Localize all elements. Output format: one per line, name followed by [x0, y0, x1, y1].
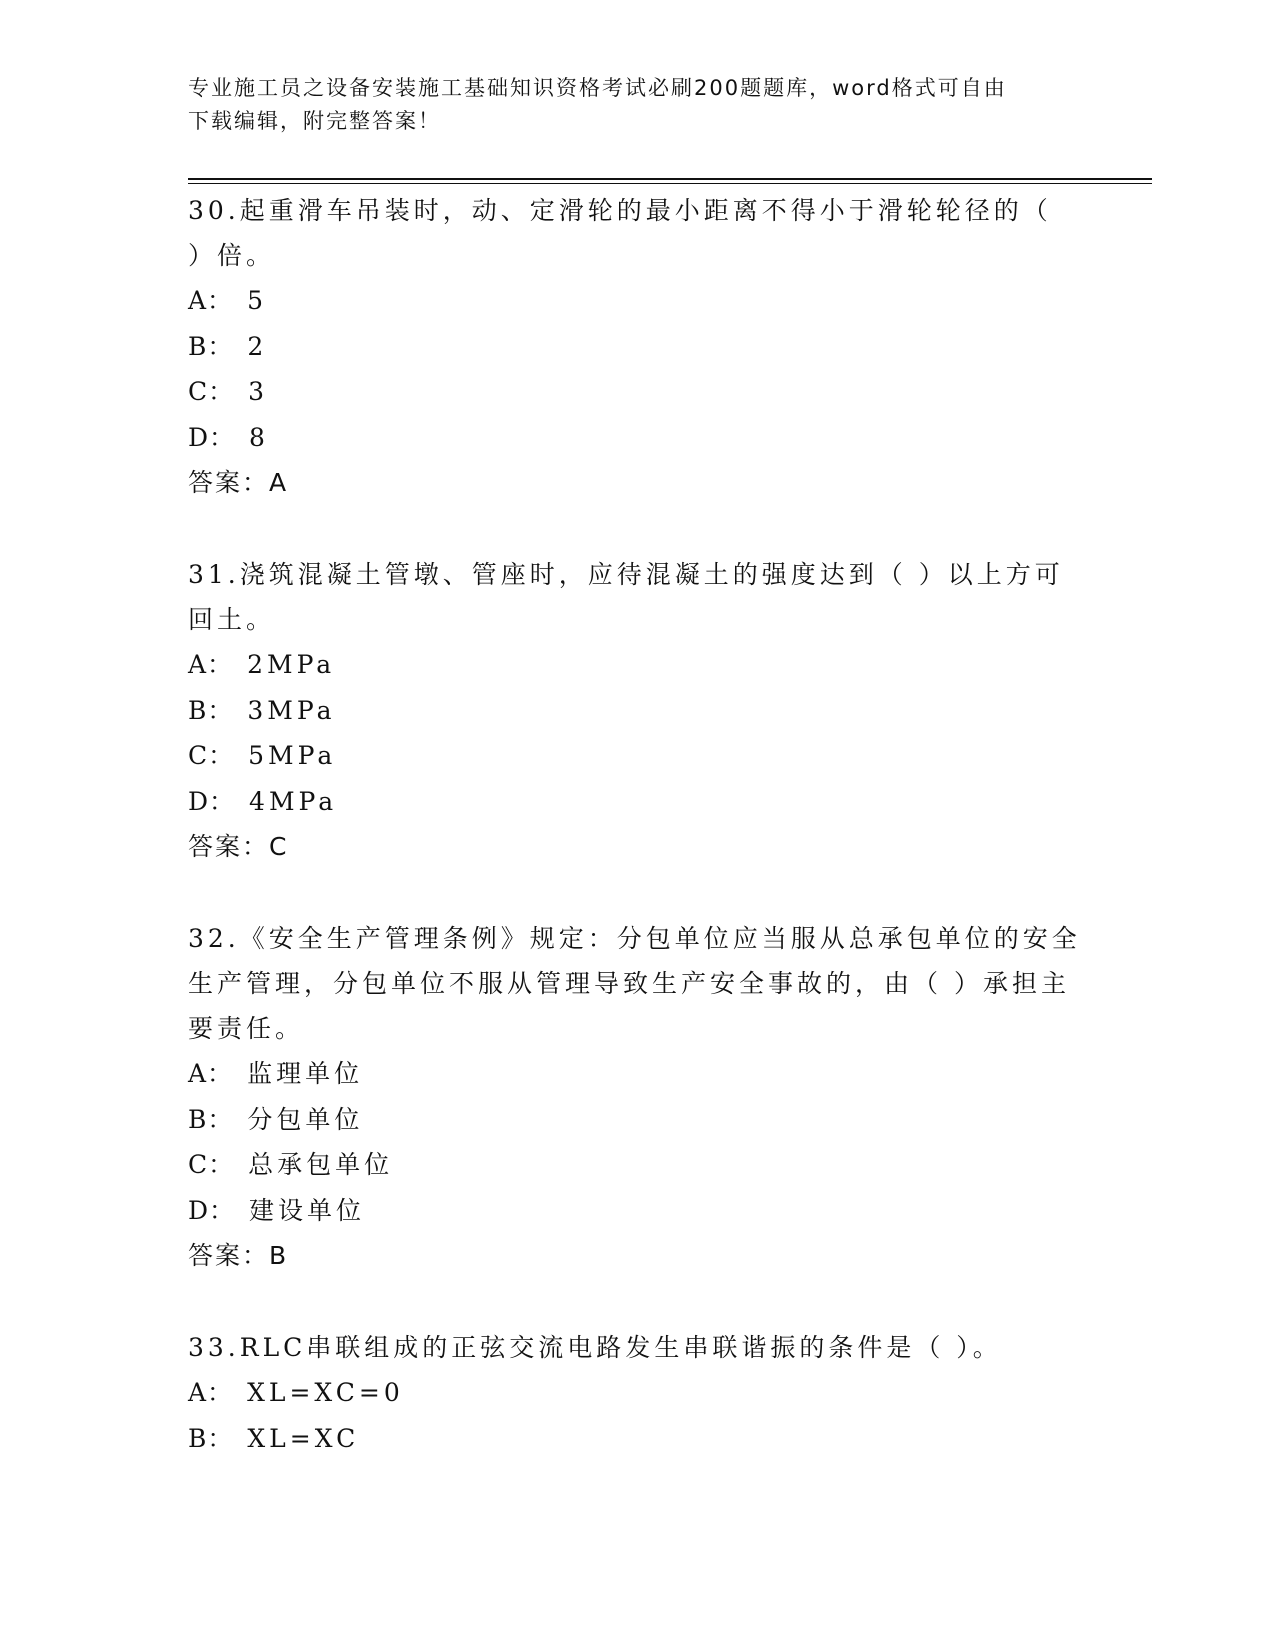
- question-31: [188, 552, 1088, 870]
- answer-line: 答案：A: [188, 468, 289, 497]
- option-text: 总承包单位: [248, 1150, 394, 1179]
- option-letter: A：: [188, 1059, 234, 1088]
- option-text: 监理单位: [247, 1059, 364, 1088]
- option-c: [188, 369, 1088, 415]
- question-stem-line: 33.RLC串联组成的正弦交流电路发生串联谐振的条件是（ ）。: [188, 1333, 1002, 1362]
- option-text: 5: [247, 286, 267, 315]
- option-text: 4MPa: [249, 786, 338, 816]
- question-stem-line: 30.起重滑车吊装时，动、定滑轮的最小距离不得小于滑轮轮径的（: [188, 196, 1052, 225]
- question-stem-line: 31.浇筑混凝土管墩、管座时，应待混凝土的强度达到（ ）以上方可: [188, 560, 1064, 589]
- option-letter: D：: [188, 1195, 236, 1225]
- option-c: [188, 733, 1088, 779]
- question-stem-line: 生产管理，分包单位不服从管理导致生产安全事故的，由（ ）承担主: [188, 969, 1070, 998]
- option-letter: B：: [188, 1104, 234, 1134]
- question-30: [188, 188, 1088, 506]
- question-stem-line: 32.《安全生产管理条例》规定：分包单位应当服从总承包单位的安全: [188, 924, 1081, 953]
- option-letter: D：: [188, 786, 236, 816]
- option-a: [188, 642, 1088, 688]
- option-text: 8: [249, 422, 269, 452]
- question-33: [188, 1325, 1088, 1461]
- option-text: 3MPa: [247, 695, 336, 725]
- question-stem-line: ）倍。: [188, 241, 276, 270]
- option-b: [188, 1416, 1088, 1462]
- option-b: [188, 324, 1088, 370]
- option-letter: A：: [188, 650, 234, 679]
- option-b: [188, 1097, 1088, 1143]
- option-letter: B：: [188, 695, 234, 725]
- option-text: 5MPa: [248, 741, 337, 770]
- question-32: [188, 916, 1088, 1279]
- header-line-1: 专业施工员之设备安装施工基础知识资格考试必刷200题题库，word格式可自由: [188, 76, 1007, 100]
- option-letter: B：: [188, 331, 234, 361]
- option-a: [188, 278, 1088, 324]
- option-text: 2: [247, 331, 268, 361]
- option-c: [188, 1142, 1088, 1188]
- option-b: [188, 688, 1088, 734]
- option-d: [188, 1188, 1088, 1234]
- question-stem-line: 回土。: [188, 605, 276, 634]
- option-text: 2MPa: [247, 650, 336, 679]
- question-stem-line: 要责任。: [188, 1014, 305, 1043]
- option-letter: B：: [188, 1423, 234, 1453]
- option-letter: C：: [188, 1150, 235, 1179]
- option-letter: C：: [188, 741, 235, 770]
- answer-line: 答案：B: [188, 1241, 289, 1270]
- option-d: [188, 415, 1088, 461]
- header-divider-thin: [188, 183, 1152, 184]
- option-text: 分包单位: [247, 1104, 364, 1134]
- option-letter: C：: [188, 377, 235, 406]
- option-letter: A：: [188, 286, 234, 315]
- option-d: [188, 779, 1088, 825]
- option-a: [188, 1051, 1088, 1097]
- header-line-2: 下载编辑，附完整答案！: [188, 109, 441, 133]
- option-text: XL=XC=0: [247, 1378, 404, 1407]
- option-letter: A：: [188, 1378, 234, 1407]
- option-letter: D：: [188, 422, 236, 452]
- answer-line: 答案：C: [188, 832, 289, 861]
- document-header: [188, 72, 1088, 138]
- header-divider-thick: [188, 178, 1152, 180]
- option-text: 3: [248, 377, 269, 406]
- option-text: XL=XC: [247, 1423, 360, 1453]
- option-a: [188, 1370, 1088, 1416]
- option-text: 建设单位: [249, 1195, 366, 1225]
